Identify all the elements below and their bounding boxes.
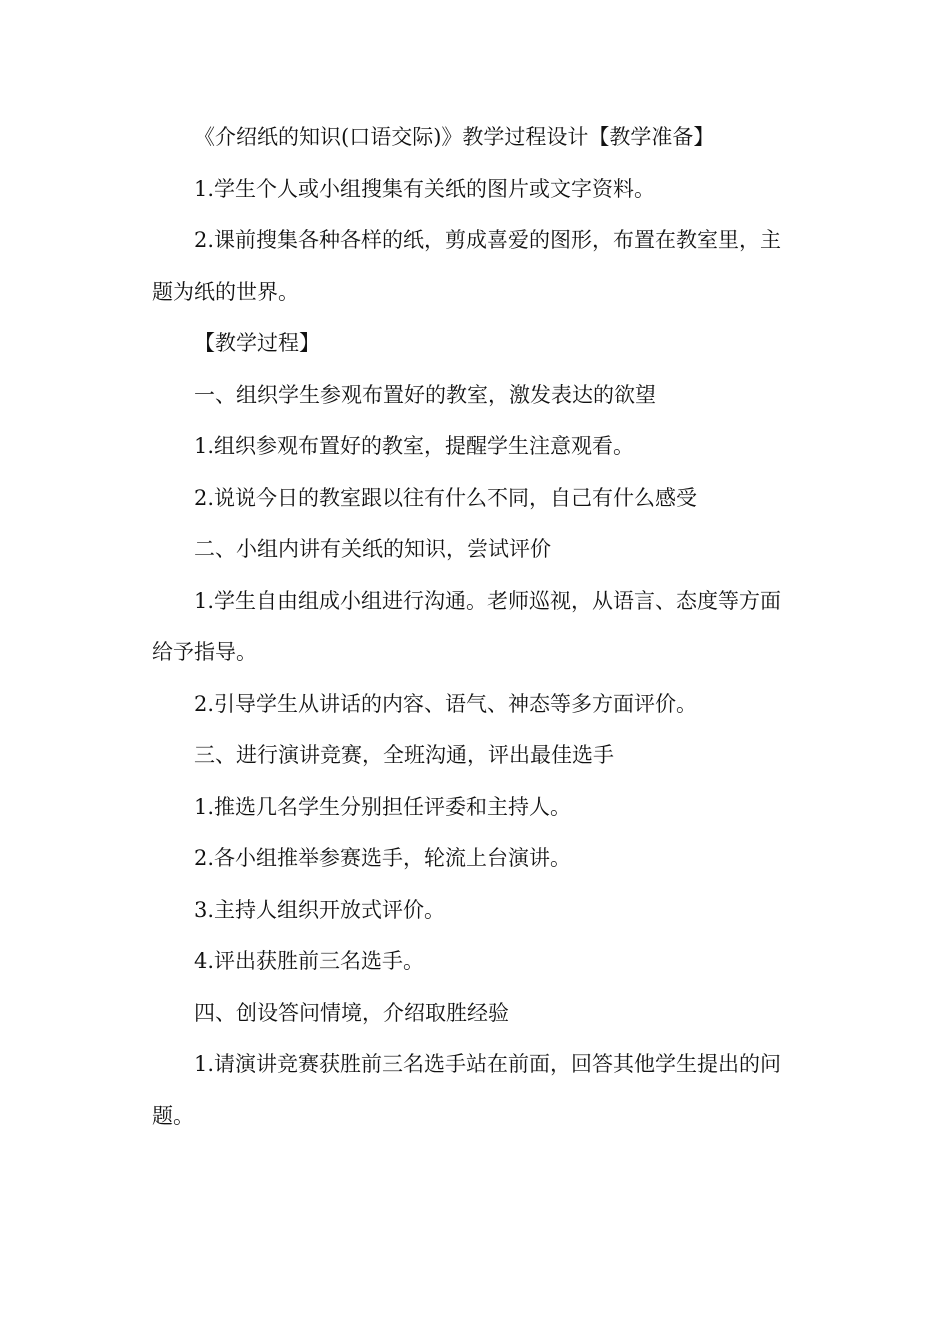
paragraph-prep-1: 1.学生个人或小组搜集有关纸的图片或文字资料。	[194, 176, 656, 201]
paragraph-4-1: 1.请演讲竞赛获胜前三名选手站在前面，回答其他学生提出的问题。	[152, 1052, 782, 1128]
paragraph-1-1: 1.组织参观布置好的教室，提醒学生注意观看。	[194, 434, 635, 458]
paragraph-3-4: 4.评出获胜前三名选手。	[194, 949, 425, 973]
section-heading-3: 三、进行演讲竞赛，全班沟通，评出最佳选手	[194, 743, 614, 767]
paragraph-2-1: 1.学生自由组成小组进行沟通。老师巡视，从语言、态度等方面给予指导。	[152, 588, 782, 664]
paragraph-3-1: 1.推选几名学生分别担任评委和主持人。	[194, 794, 572, 819]
paragraph-3-3: 3.主持人组织开放式评价。	[194, 897, 446, 922]
paragraph-2-2: 2.引导学生从讲话的内容、语气、神态等多方面评价。	[194, 691, 698, 716]
section-heading-1: 一、组织学生参观布置好的教室，激发表达的欲望	[194, 382, 656, 407]
paragraph-prep-2: 2.课前搜集各种各样的纸，剪成喜爱的图形，布置在教室里，主题为纸的世界。	[152, 228, 782, 304]
document-body	[152, 112, 802, 1142]
paragraph-3-2: 2.各小组推举参赛选手，轮流上台演讲。	[194, 846, 572, 870]
document-title: 《介绍纸的知识(口语交际)》教学过程设计【教学准备】	[194, 125, 715, 149]
paragraph-1-2: 2.说说今日的教室跟以往有什么不同，自己有什么感受	[194, 485, 698, 510]
section-heading-2: 二、小组内讲有关纸的知识，尝试评价	[194, 537, 551, 561]
section-heading-process: 【教学过程】	[194, 331, 320, 355]
section-heading-4: 四、创设答问情境，介绍取胜经验	[194, 1000, 509, 1025]
